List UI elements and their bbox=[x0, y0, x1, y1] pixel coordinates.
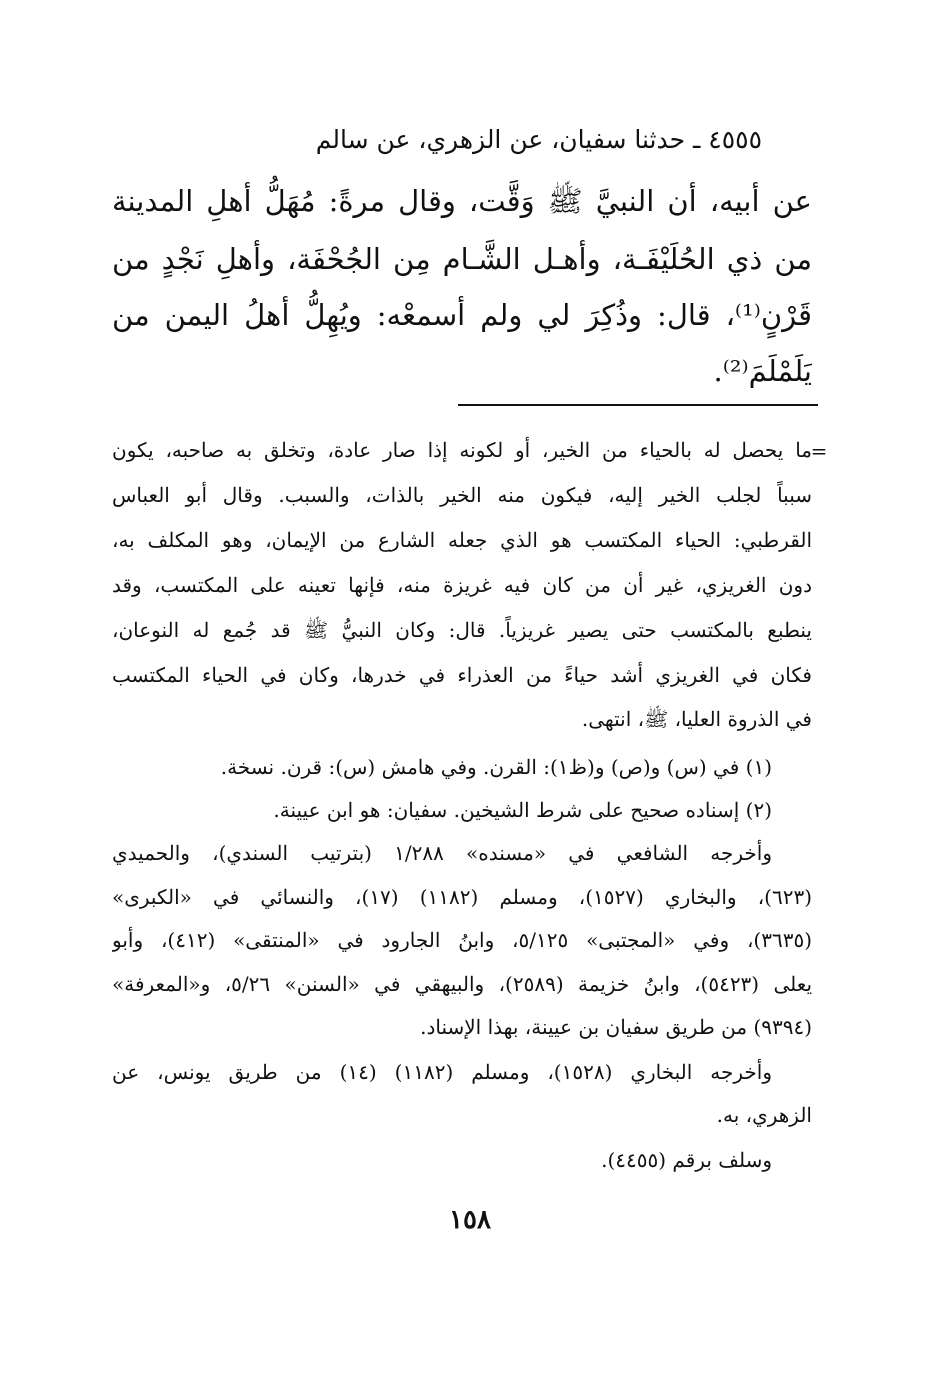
commentary-line: في الذروة العليا، ﷺ، انتهى. bbox=[581, 707, 812, 731]
footnote-line: يعلى (٥٤٢٣)، وابنُ خزيمة (٢٥٨٩)، والبيهقي في «السنن» ٥/٢٦، و«المعرفة» bbox=[112, 972, 812, 996]
footnote-line: وسلف برقم (٤٤٥٥). bbox=[601, 1148, 772, 1172]
footnote-2: (٢) إسناده صحيح على شرط الشيخين. سفيان: هو ابن عيينة. bbox=[273, 798, 772, 822]
footnote-line: (٩٣٩٤) من طريق سفيان بن عيينة، بهذا الإسناد. bbox=[420, 1015, 812, 1039]
footnote-separator-rule bbox=[458, 404, 818, 406]
footnote-1: (١) في (س) و(ص) و(ظ١): القرن. وفي هامش (س): قرن. نسخة. bbox=[220, 755, 772, 779]
commentary-line: سبباً لجلب الخير إليه، فيكون منه الخير بالذات، والسبب. وقال أبو العباس bbox=[112, 483, 812, 507]
footnote-line: وأخرجه الشافعي في «مسنده» ١/٢٨٨ (بترتيب السندي)، والحميدي bbox=[112, 841, 772, 865]
commentary-line: ما يحصل له بالحياء من الخير، أو لكونه إذا صار عادة، وتخلق به صاحبه، يكون bbox=[112, 438, 812, 462]
hadith-line: قَرْنٍ⁽¹⁾، قال: وذُكِرَ لي ولم أسمعْه: ويُهِلُّ أهلُ اليمن من bbox=[112, 298, 812, 332]
page-number: ١٥٨ bbox=[449, 1205, 491, 1235]
hadith-line: عن أبيه، أن النبيَّ ﷺ وَقَّت، وقال مرةً: مُهَلُّ أهلِ المدينة bbox=[112, 184, 812, 218]
commentary-line: دون الغريزي، غير أن من كان فيه غريزة منه، فإنها تعينه على المكتسب، وقد bbox=[112, 573, 812, 597]
footnote-line: الزهري، به. bbox=[716, 1103, 812, 1127]
footnote-line: (٦٢٣)، والبخاري (١٥٢٧)، ومسلم (١١٨٢) (١٧)، والنسائي في «الكبرى» bbox=[112, 885, 812, 909]
commentary-line: القرطبي: الحياء المكتسب هو الذي جعله الشارع من الإيمان، وهو المكلف به، bbox=[112, 528, 812, 552]
footnote-line: (٣٦٣٥)، وفي «المجتبى» ٥/١٢٥، وابنُ الجارود في «المنتقى» (٤١٢)، وأبو bbox=[112, 928, 812, 952]
commentary-line: فكان في الغريزي أشد حياءً من العذراء في خدرها، وكان في الحياء المكتسب bbox=[112, 663, 812, 687]
continuation-mark: = bbox=[810, 439, 828, 463]
commentary-line: ينطبع بالمكتسب حتى يصير غريزياً. قال: وكان النبيُّ ﷺ قد جُمع له النوعان، bbox=[112, 618, 812, 642]
hadith-line: يَلَمْلَمَ⁽²⁾. bbox=[713, 354, 812, 388]
footnote-line: وأخرجه البخاري (١٥٢٨)، ومسلم (١١٨٢) (١٤) من طريق يونس، عن bbox=[112, 1060, 772, 1084]
hadith-heading: ٤٥٥٥ ـ حدثنا سفيان، عن الزهري، عن سالم bbox=[315, 125, 762, 154]
hadith-line: من ذي الحُلَيْفَـة، وأهـل الشَّـام مِن الجُحْفَة، وأهلِ نَجْدٍ من bbox=[112, 242, 812, 276]
